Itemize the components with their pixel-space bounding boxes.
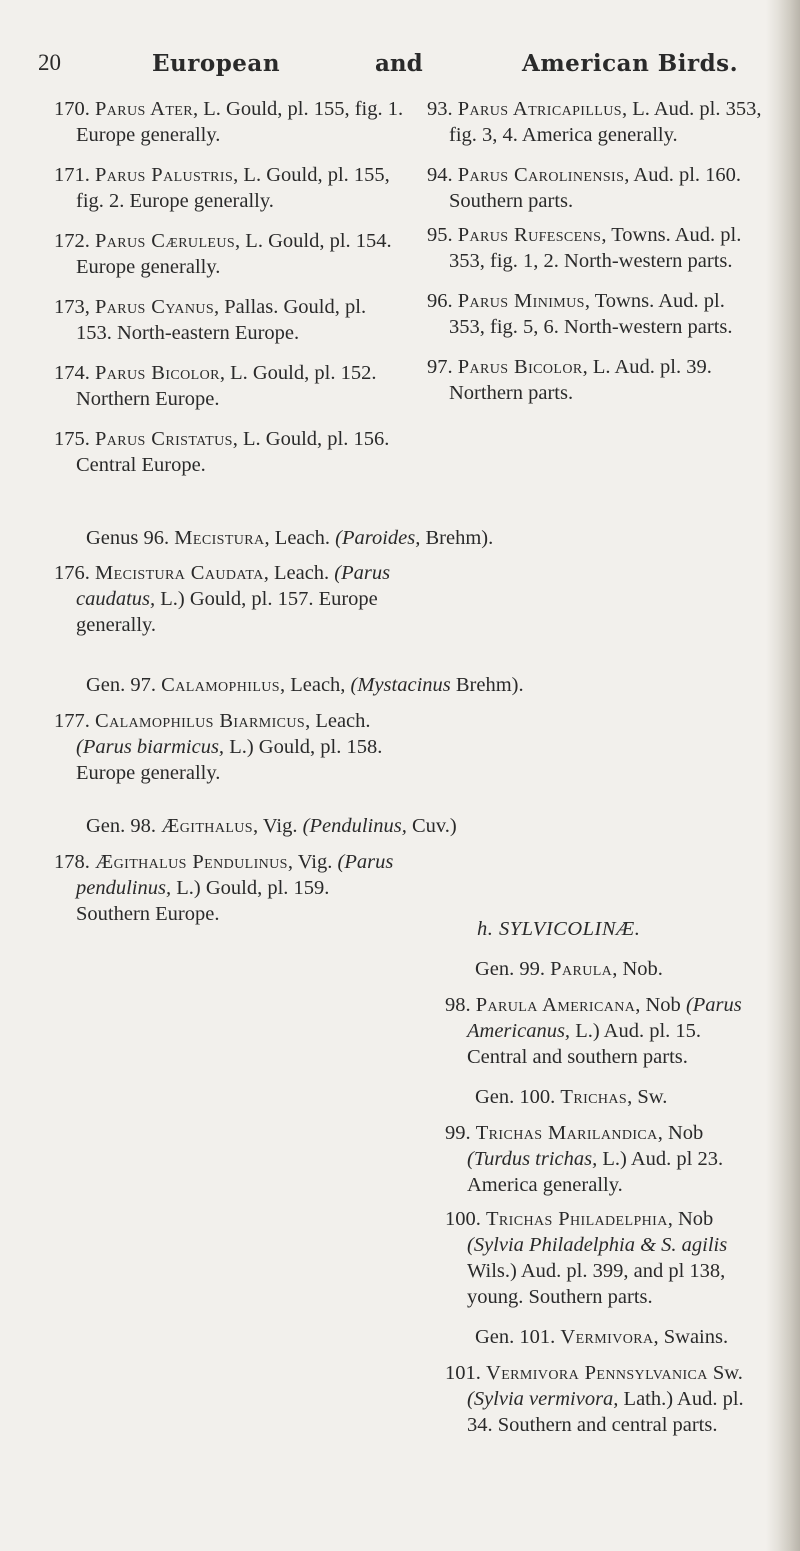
header-mid-title: and [375,50,423,77]
entry-98: 98. Parula Americana, Nob (Parus Americanus, L.) Aud. pl. 15. Central and southern parts. [445,994,742,1068]
genus-101-heading: Gen. 101. Vermivora, Swains. [475,1326,729,1348]
header-left-title: European [152,50,281,77]
genus-98-heading: Gen. 98. Ægithalus, Vig. (Pendulinus, Cuv.) [86,815,457,837]
page-edge-shadow [766,0,800,1551]
entry-176: 176. Mecistura Caudata, Leach. (Parus caudatus, L.) Gould, pl. 157. Europe generally. [54,562,391,636]
entry-175: 175. Parus Cristatus, L. Gould, pl. 156. Central Europe. [54,428,390,476]
entry-101: 101. Vermivora Pennsylvanica Sw. (Sylvia vermivora, Lath.) Aud. pl. 34. Southern and central parts. [445,1362,744,1436]
sylvicolinae-section [445,916,765,1452]
genus-99-heading: Gen. 99. Parula, Nob. [475,958,663,980]
entry-96: 96. Parus Minimus, Towns. Aud. pl. 353, fig. 5, 6. North-western parts. [427,290,733,338]
entry-95: 95. Parus Rufescens, Towns. Aud. pl. 353, fig. 1, 2. North-western parts. [427,224,742,272]
entry-94: 94. Parus Carolinensis, Aud. pl. 160. Southern parts. [427,164,742,212]
genus-96-heading: Genus 96. Mecistura, Leach. (Paroides, Brehm). [86,527,494,549]
entry-170: 170. Parus Ater, L. Gould, pl. 155, fig. 1. Europe generally. [54,98,404,146]
entry-177: 177. Calamophilus Biarmicus, Leach. (Parus biarmicus, L.) Gould, pl. 158. Europe generally. [54,710,383,784]
subfamily-heading: h. SYLVICOLINÆ. [477,918,641,940]
entry-99: 99. Trichas Marilandica, Nob (Turdus trichas, L.) Aud. pl 23. America generally. [445,1122,724,1196]
entry-174: 174. Parus Bicolor, L. Gould, pl. 152. Northern Europe. [54,362,377,410]
right-column-entries [427,96,765,420]
genus-97-heading: Gen. 97. Calamophilus, Leach, (Mystacinus Brehm). [86,674,524,696]
entry-178-block [54,849,404,941]
entry-172: 172. Parus Cæruleus, L. Gould, pl. 154. Europe generally. [54,230,392,278]
entry-177-block [54,708,404,800]
header-right-title: American Birds. [522,50,739,77]
entry-93: 93. Parus Atricapillus, L. Aud. pl. 353, fig. 3, 4. America generally. [427,98,762,146]
left-column-entries [54,96,404,492]
entry-178: 178. Ægithalus Pendulinus, Vig. (Parus pendulinus, L.) Gould, pl. 159. Southern Europe. [54,851,394,925]
entry-171: 171. Parus Palustris, L. Gould, pl. 155, fig. 2. Europe generally. [54,164,390,212]
entry-97: 97. Parus Bicolor, L. Aud. pl. 39. Northern parts. [427,356,712,404]
entry-173: 173, Parus Cyanus, Pallas. Gould, pl. 153. North-eastern Europe. [54,296,367,344]
entry-176-block [54,560,404,652]
genus-100-heading: Gen. 100. Trichas, Sw. [475,1086,668,1108]
page-number: 20 [38,50,61,75]
running-header [0,50,800,86]
entry-100: 100. Trichas Philadelphia, Nob (Sylvia Philadelphia & S. agilis Wils.) Aud. pl. 399, and pl 138, young. Southern parts. [445,1208,728,1308]
